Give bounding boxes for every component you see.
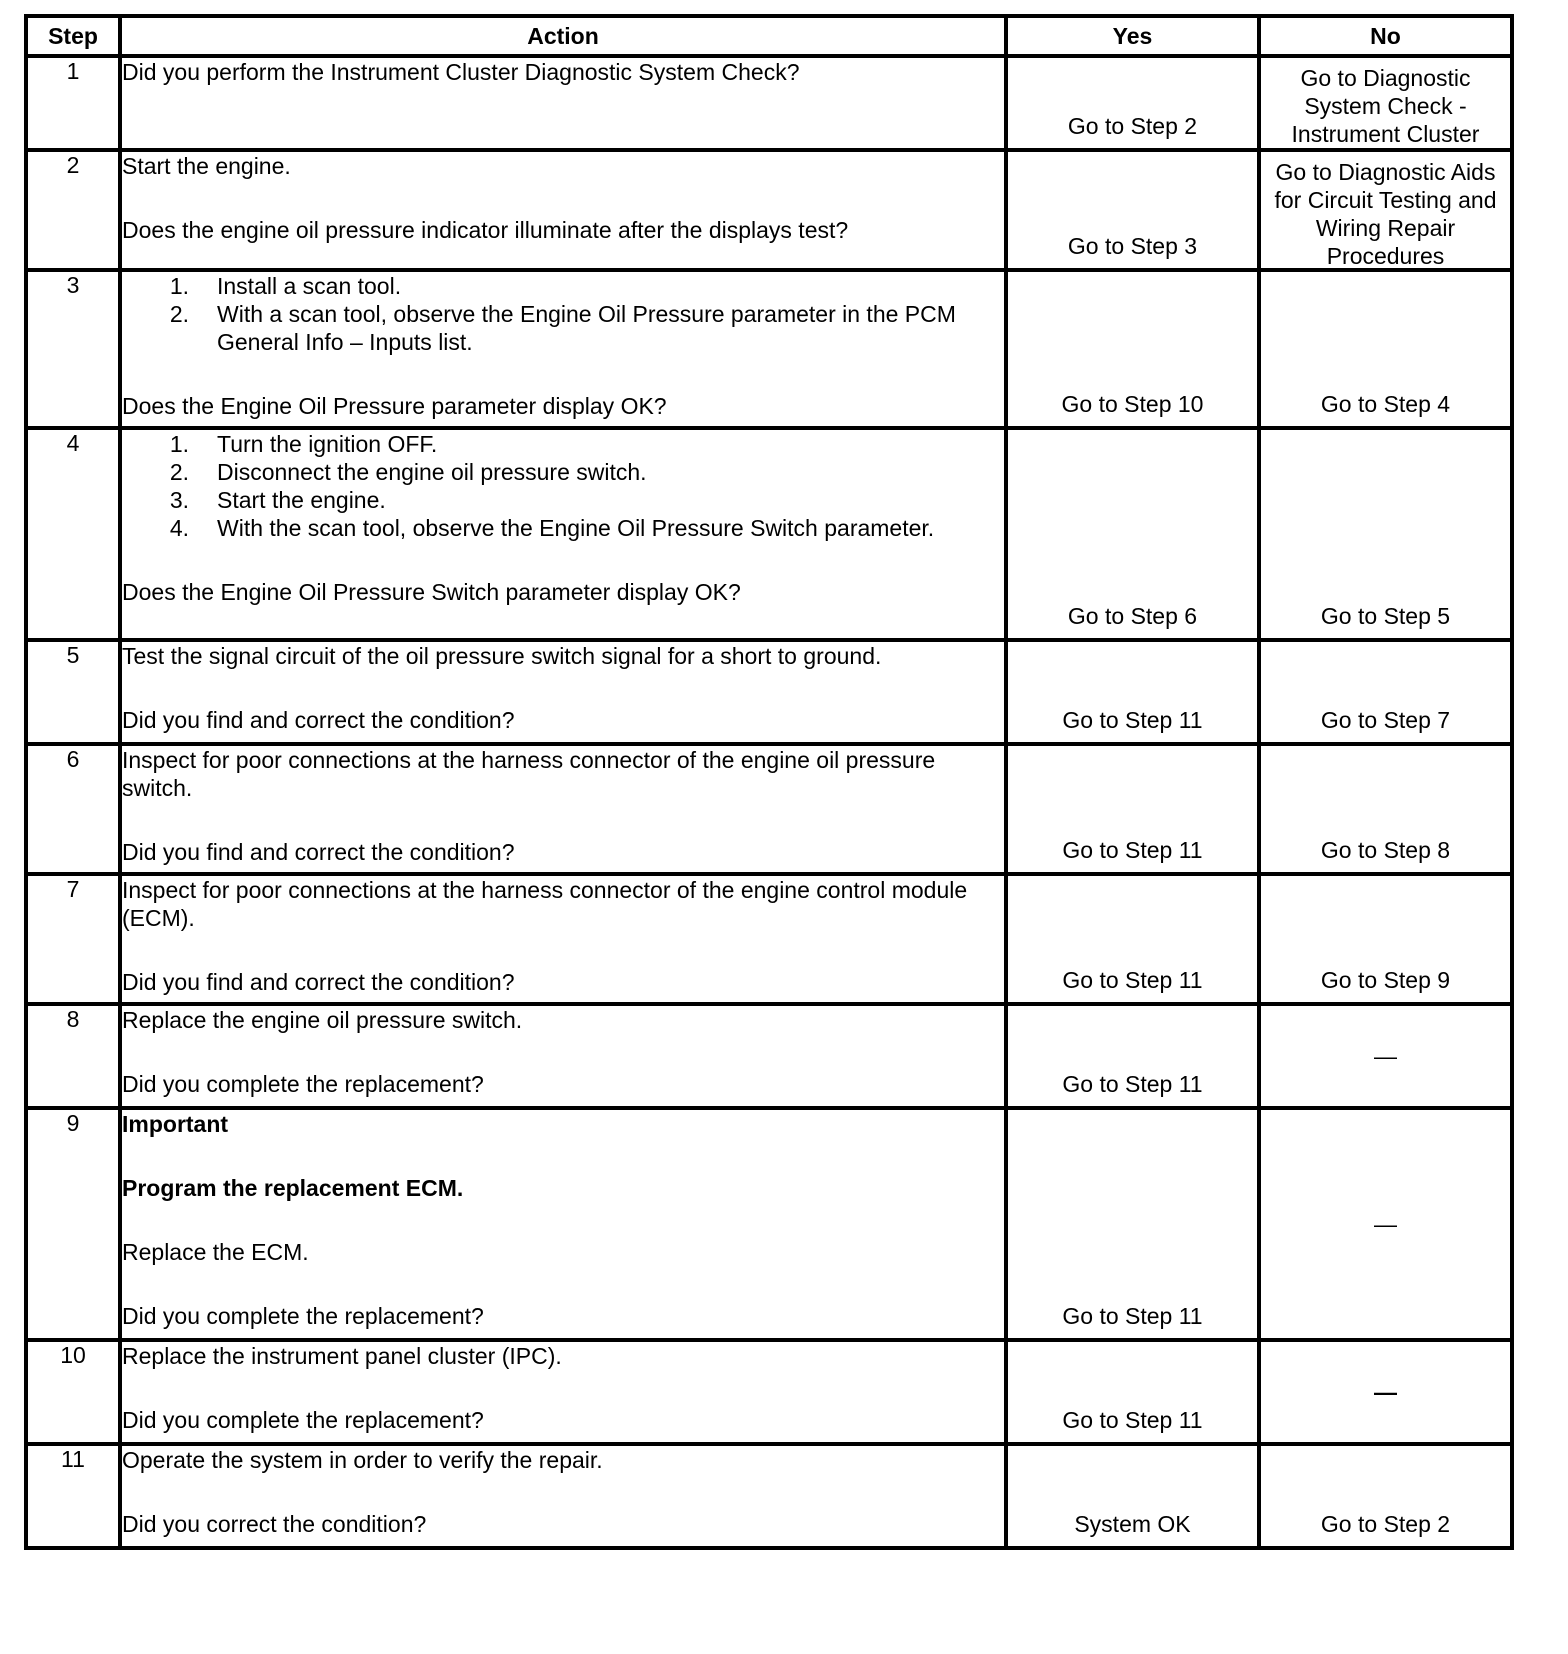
yes-cell — [1006, 1108, 1259, 1340]
action-question: Did you find and correct the condition? — [122, 969, 515, 995]
header-yes: Yes — [1006, 16, 1259, 56]
no-value: — — [1374, 1379, 1397, 1405]
table-row — [26, 744, 1512, 874]
list-item: 4. With the scan tool, observe the Engine Oil Pressure Switch parameter. — [169, 515, 935, 541]
header-no: No — [1259, 16, 1512, 56]
header-step: Step — [26, 16, 120, 56]
action-intro: Replace the engine oil pressure switch. — [122, 1007, 523, 1033]
yes-cell — [1006, 1004, 1259, 1108]
table-row — [26, 640, 1512, 744]
yes-cell — [1006, 56, 1259, 150]
step-number: 10 — [26, 1340, 120, 1444]
action-cell — [120, 56, 1006, 150]
yes-value: System OK — [1074, 1511, 1191, 1537]
action-question: Does the Engine Oil Pressure parameter display OK? — [122, 393, 667, 419]
action-cell — [120, 1340, 1006, 1444]
action-list — [122, 430, 1004, 542]
yes-cell — [1006, 640, 1259, 744]
no-value: — — [1374, 1043, 1397, 1069]
no-value: Go to Step 7 — [1320, 707, 1451, 733]
list-item: 3. Start the engine. — [169, 487, 386, 513]
list-item: 1. Turn the ignition OFF. — [169, 431, 438, 457]
step-number: 2 — [26, 150, 120, 270]
no-value: Go to Step 2 — [1320, 1511, 1451, 1537]
action-intro: Replace the ECM. — [122, 1239, 309, 1265]
yes-cell — [1006, 1444, 1259, 1548]
action-cell — [120, 1108, 1006, 1340]
step-number: 8 — [26, 1004, 120, 1108]
yes-cell — [1006, 1340, 1259, 1444]
yes-value: Go to Step 3 — [1067, 233, 1198, 259]
action-cell — [120, 1004, 1006, 1108]
action-cell — [120, 270, 1006, 428]
yes-value: Go to Step 11 — [1062, 707, 1203, 733]
action-intro: Operate the system in order to verify the repair. — [122, 1447, 603, 1473]
action-question: Did you complete the replacement? — [122, 1407, 484, 1433]
action-list — [122, 272, 1004, 356]
yes-value: Go to Step 11 — [1062, 1303, 1203, 1329]
action-cell — [120, 1444, 1006, 1548]
action-cell — [120, 874, 1006, 1004]
no-value: — — [1374, 1211, 1397, 1237]
action-intro: Replace the instrument panel cluster (IPC). — [122, 1343, 562, 1369]
table-row — [26, 1444, 1512, 1548]
action-question: Did you correct the condition? — [122, 1511, 427, 1537]
step-number: 11 — [26, 1444, 120, 1548]
yes-cell — [1006, 150, 1259, 270]
table-row — [26, 1340, 1512, 1444]
yes-value: Go to Step 10 — [1061, 391, 1204, 417]
table-row — [26, 1108, 1512, 1340]
no-cell — [1259, 744, 1512, 874]
table-row — [26, 1004, 1512, 1108]
no-cell — [1259, 270, 1512, 428]
table-row — [26, 270, 1512, 428]
no-cell — [1259, 1340, 1512, 1444]
list-item: 1. Install a scan tool. — [169, 273, 402, 299]
no-cell — [1259, 150, 1512, 270]
no-value: Go to Diagnostic Aids for Circuit Testing and Wiring Repair Procedures — [1274, 159, 1497, 269]
header-row — [26, 16, 1512, 56]
action-question: Does the Engine Oil Pressure Switch parameter display OK? — [122, 579, 741, 605]
no-cell — [1259, 640, 1512, 744]
action-question: Does the engine oil pressure indicator illuminate after the displays test? — [122, 217, 849, 243]
action-question: Did you complete the replacement? — [122, 1071, 484, 1097]
important-label: Important — [122, 1111, 229, 1137]
action-intro: Test the signal circuit of the oil pressure switch signal for a short to ground. — [122, 643, 882, 669]
important-text: Program the replacement ECM. — [122, 1175, 464, 1201]
list-item: 2. With a scan tool, observe the Engine Oil Pressure parameter in the PCM General Info – Inputs list. — [169, 301, 956, 355]
no-cell — [1259, 56, 1512, 150]
yes-value: Go to Step 11 — [1062, 1071, 1203, 1097]
yes-value: Go to Step 11 — [1062, 967, 1203, 993]
yes-value: Go to Step 11 — [1062, 837, 1203, 863]
no-cell — [1259, 1444, 1512, 1548]
action-question: Did you find and correct the condition? — [122, 839, 515, 865]
no-value: Go to Step 9 — [1320, 967, 1451, 993]
yes-value: Go to Step 6 — [1067, 603, 1198, 629]
yes-cell — [1006, 270, 1259, 428]
no-value: Go to Diagnostic System Check - Instrument Cluster — [1291, 65, 1480, 147]
yes-cell — [1006, 428, 1259, 640]
header-action: Action — [120, 16, 1006, 56]
no-value: Go to Step 4 — [1320, 391, 1451, 417]
yes-cell — [1006, 874, 1259, 1004]
step-number: 6 — [26, 744, 120, 874]
action-cell — [120, 150, 1006, 270]
table-row — [26, 56, 1512, 150]
step-number: 3 — [26, 270, 120, 428]
action-intro: Inspect for poor connections at the harness connector of the engine oil pressure switch. — [122, 747, 936, 801]
no-cell — [1259, 874, 1512, 1004]
action-question: Did you complete the replacement? — [122, 1303, 484, 1329]
action-question: Did you find and correct the condition? — [122, 707, 515, 733]
yes-value: Go to Step 11 — [1062, 1407, 1203, 1433]
action-cell — [120, 428, 1006, 640]
table-row — [26, 150, 1512, 270]
action-intro: Start the engine. — [122, 153, 291, 179]
action-intro: Inspect for poor connections at the harness connector of the engine control module (ECM). — [122, 877, 968, 931]
step-number: 1 — [26, 56, 120, 150]
diagnostic-table — [24, 14, 1514, 1550]
list-item: 2. Disconnect the engine oil pressure switch. — [169, 459, 647, 485]
step-number: 5 — [26, 640, 120, 744]
no-value: Go to Step 5 — [1320, 603, 1451, 629]
step-number: 9 — [26, 1108, 120, 1340]
yes-cell — [1006, 744, 1259, 874]
table-row — [26, 874, 1512, 1004]
table-row — [26, 428, 1512, 640]
action-question: Did you perform the Instrument Cluster Diagnostic System Check? — [122, 59, 800, 85]
action-cell — [120, 640, 1006, 744]
no-value: Go to Step 8 — [1320, 837, 1451, 863]
yes-value: Go to Step 2 — [1067, 113, 1198, 139]
no-cell — [1259, 1108, 1512, 1340]
no-cell — [1259, 1004, 1512, 1108]
action-cell — [120, 744, 1006, 874]
step-number: 7 — [26, 874, 120, 1004]
step-number: 4 — [26, 428, 120, 640]
no-cell — [1259, 428, 1512, 640]
